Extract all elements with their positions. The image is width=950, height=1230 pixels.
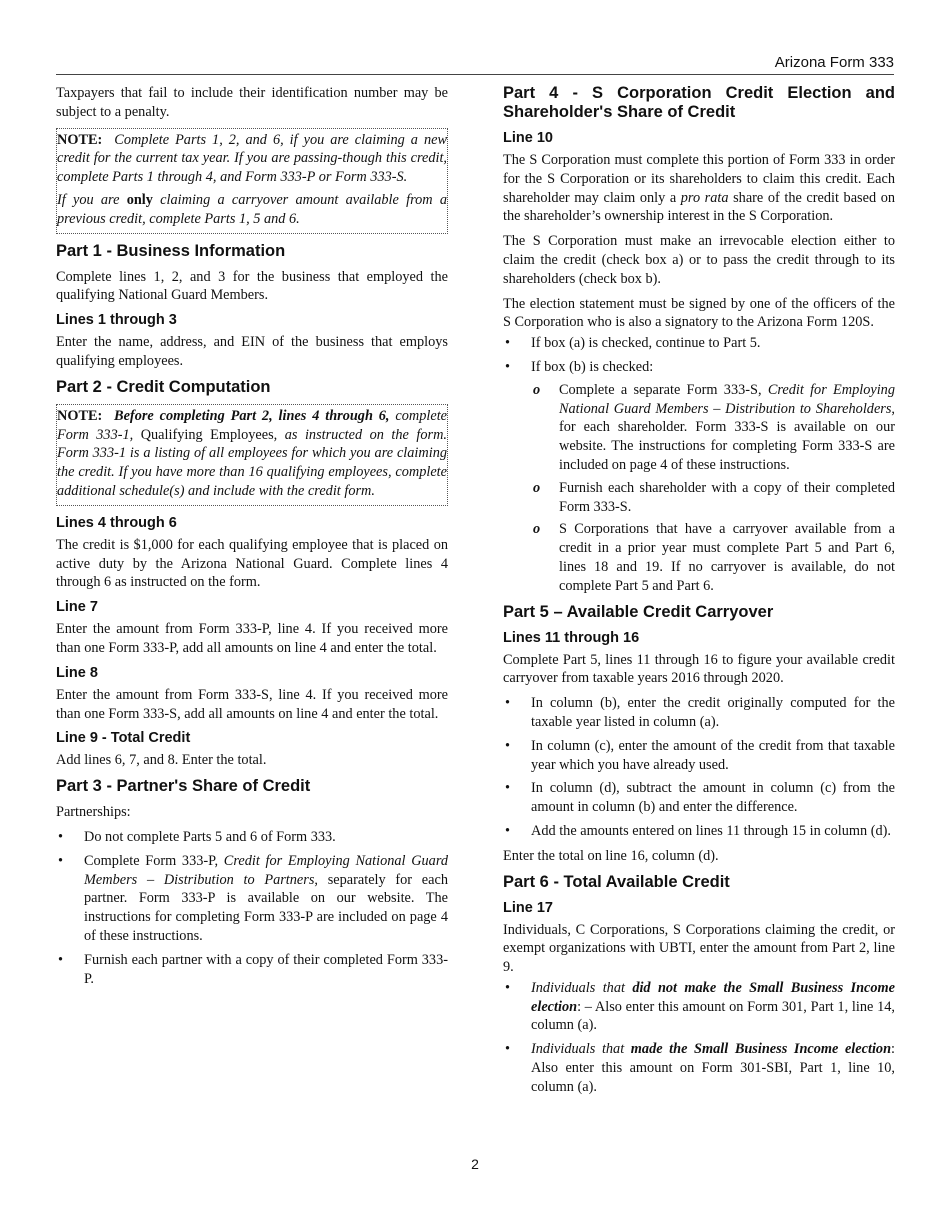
- part6-bullet2-post: : Also enter this amount on Form 301-SBI, Part 1, line 10, column (a).: [531, 1041, 896, 1095]
- part4-bullet1-text: If box (a) is checked, continue to Part 5.: [531, 335, 761, 352]
- list-item: [503, 1040, 895, 1096]
- lines-1-3-heading: Lines 1 through 3: [56, 312, 177, 329]
- list-item: [503, 334, 895, 353]
- intro-paragraph: Taxpayers that fail to include their identification number may be subject to a penalty.: [56, 85, 448, 120]
- part5-text: Complete Part 5, lines 11 through 16 to figure your available credit carryover from taxable years 2016 through 2020.: [503, 651, 895, 687]
- header-divider: [56, 74, 894, 75]
- bullet-icon: •: [58, 852, 64, 869]
- part6-bullet-list: [503, 979, 895, 1097]
- line-8-heading: Line 8: [56, 664, 98, 681]
- list-item: [503, 822, 895, 841]
- left-column: [56, 84, 448, 994]
- bullet-icon: •: [505, 695, 511, 712]
- part4-p1-pre: The S Corporation must complete this portion of Form 333 in order for the S Corporation or its shareholders to claim this credit. Each shareholder may claim only a: [503, 152, 895, 206]
- note-2-label: NOTE:: [57, 407, 103, 424]
- part3-bullet2-pre: Complete Form 333-P,: [84, 852, 224, 869]
- line-9-text: Add lines 6, 7, and 8. Enter the total.: [56, 752, 267, 769]
- part5-bullet4-text: Add the amounts entered on lines 11 through 15 in column (d).: [531, 822, 892, 839]
- note-2-bold: Before completing Part 2, lines 4 through 6,: [114, 407, 390, 424]
- part6-bullet2-it: Individuals that: [531, 1041, 631, 1058]
- part4-sub1-post: , for each shareholder. Form 333-S is available on our website. The instructions for completing Form 333-S are included on page 4 of these instructions.: [559, 400, 895, 473]
- part4-sub1-it: Credit for Employing National Guard Members – Distribution to Shareholders: [559, 381, 895, 417]
- list-item: [503, 358, 895, 596]
- bullet-icon: •: [58, 951, 64, 968]
- list-item: [531, 479, 895, 517]
- sub-bullet-icon: o: [533, 479, 541, 496]
- part3-bullet2-post: , separately for each partner. Form 333-P is available on our website. The instructions for completing Form 333-P are included on page 4 of these instructions.: [84, 871, 448, 944]
- part6-bullet1-it: Individuals that: [531, 979, 633, 996]
- note-1-line2-bold: only: [126, 191, 153, 208]
- part3-intro: Partnerships:: [56, 804, 131, 821]
- bullet-icon: •: [505, 780, 511, 797]
- part6-heading: Part 6 - Total Available Credit: [503, 872, 730, 891]
- part5-closing: Enter the total on line 16, column (d).: [503, 847, 719, 864]
- note-box-1: [56, 128, 448, 234]
- sub-bullet-icon: o: [533, 381, 541, 398]
- part5-bullet-list: [503, 694, 895, 841]
- bullet-icon: •: [505, 335, 511, 352]
- note-2-it1: complete Form 333-1,: [57, 407, 448, 443]
- part5-bullet3-text: In column (d), subtract the amount in column (c) from the amount in column (b) and enter the difference.: [531, 780, 895, 816]
- part3-bullet1-text: Do not complete Parts 5 and 6 of Form 333.: [84, 828, 336, 845]
- part4-bullet-list: [503, 334, 895, 595]
- list-item: [531, 381, 895, 475]
- part4-paragraph-2: The S Corporation must make an irrevocable election either to claim the credit (check box a) or to pass the credit through to its shareholders (check box b).: [503, 233, 895, 287]
- part6-bullet1-bold: did not make the Small Business Income election: [531, 979, 895, 1015]
- part5-bullet2-text: In column (c), enter the amount of the credit from that taxable year which you have already used.: [531, 737, 895, 773]
- part4-bullet2-text: If box (b) is checked:: [531, 358, 654, 375]
- bullet-icon: •: [58, 828, 64, 845]
- part6-text: Individuals, C Corporations, S Corporations claiming the credit, or exempt organizations with UBTI, enter the amount from Part 2, line 9.: [503, 921, 895, 976]
- part5-bullet1-text: In column (b), enter the credit originally computed for the taxable year listed in column (a).: [531, 695, 895, 730]
- part4-heading: Part 4 - S Corporation Credit Election and Shareholder's Share of Credit: [503, 84, 895, 121]
- part3-bullet3-text: Furnish each partner with a copy of their completed Form 333-P.: [84, 951, 448, 987]
- line-7-heading: Line 7: [56, 599, 98, 616]
- list-item: [503, 779, 895, 817]
- note-2-plain: Qualifying Employees: [133, 426, 274, 443]
- part1-heading: Part 1 - Business Information: [56, 241, 286, 260]
- list-item: [531, 520, 895, 595]
- part2-heading: Part 2 - Credit Computation: [56, 377, 271, 396]
- note-1-text: Complete Parts 1, 2, and 6, if you are claiming a new credit for the current tax year. If you are passing-though this credit, complete Parts 1 through 4, and Form 333-P or Form 333-S.: [57, 131, 447, 186]
- line-17-heading: Line 17: [503, 899, 553, 916]
- note-1-line2: [57, 191, 447, 229]
- note-1-paragraph: [57, 131, 447, 187]
- list-item: [56, 852, 448, 946]
- page-number: 2: [471, 1156, 479, 1172]
- part5-heading: Part 5 – Available Credit Carryover: [503, 602, 774, 621]
- bullet-icon: •: [505, 1041, 511, 1058]
- list-item: [503, 979, 895, 1035]
- form-title: Arizona Form 333: [774, 54, 894, 71]
- part1-text: Complete lines 1, 2, and 3 for the business that employed the qualifying National Guard Members.: [56, 268, 448, 304]
- part3-bullet2-it: Credit for Employing National Guard Members – Distribution to Partners: [84, 852, 448, 888]
- part4-paragraph-3: The election statement must be signed by one of the officers of the S Corporation who is also a signatory to the Arizona Form 120S.: [503, 295, 895, 331]
- note-2-paragraph: [57, 407, 447, 501]
- note-box-2: [56, 404, 448, 506]
- bullet-icon: •: [505, 822, 511, 839]
- note-1-line2-post: claiming a carryover amount available from a previous credit, complete Parts 1, 5 and 6.: [57, 191, 447, 227]
- list-item: [56, 951, 448, 989]
- line-9-heading: Line 9 - Total Credit: [56, 730, 191, 747]
- bullet-icon: •: [505, 979, 511, 996]
- bullet-icon: •: [505, 737, 511, 754]
- sub-bullet-icon: o: [533, 521, 541, 538]
- part3-bullet-list: [56, 828, 448, 988]
- line-7-text: Enter the amount from Form 333-P, line 4. If you received more than one Form 333-P, add all amounts on line 4 and enter the total.: [56, 621, 448, 656]
- line-10-heading: Line 10: [503, 130, 553, 146]
- list-item: [503, 737, 895, 775]
- line-8-text: Enter the amount from Form 333-S, line 4. If you received more than one Form 333-S, add all amounts on line 4 and enter the total.: [56, 686, 448, 722]
- right-column: [503, 84, 895, 1103]
- lines-11-16-heading: Lines 11 through 16: [503, 629, 640, 646]
- note-2-it2: , as instructed on the form. Form 333-1 is a listing of all employees for which you are claiming the credit. If you have more than 16 qualifying employees, complete additional schedule(s) and include with the credit form.: [57, 426, 447, 499]
- part4-p1-it: pro rata: [680, 189, 729, 206]
- part4-paragraph-1: [503, 151, 895, 226]
- part4-sub2-text: Furnish each shareholder with a copy of their completed Form 333-S.: [559, 479, 895, 515]
- note-label: NOTE:: [57, 131, 103, 148]
- part4-p1-post: share of the credit based on the shareholder’s ownership interest in the S Corporation.: [503, 189, 895, 225]
- part6-bullet1-post: : – Also enter this amount on Form 301, Part 1, line 14, column (a).: [531, 998, 895, 1034]
- list-item: [56, 828, 448, 847]
- part4-sub3-text: S Corporations that have a carryover available from a credit in a prior year must complete Part 5 and Part 6, lines 18 and 19. If no carryover is available, do not complete Part 5 and Part 6.: [559, 521, 895, 594]
- note-1-line2-pre: If you are: [57, 191, 127, 208]
- bullet-icon: •: [505, 358, 511, 375]
- part6-bullet2-bold: made the Small Business Income election: [630, 1041, 892, 1058]
- part4-sub1-pre: Complete a separate Form 333-S,: [559, 381, 768, 398]
- lines-4-6-text: The credit is $1,000 for each qualifying employee that is placed on active duty by the Arizona National Guard. Complete lines 4 through 6 as instructed on the form.: [56, 536, 448, 591]
- part3-heading: Part 3 - Partner's Share of Credit: [56, 777, 311, 796]
- list-item: [503, 694, 895, 732]
- lines-1-3-text: Enter the name, address, and EIN of the business that employs qualifying employees.: [56, 334, 448, 369]
- lines-4-6-heading: Lines 4 through 6: [56, 514, 177, 531]
- part4-sub-list: [531, 381, 895, 596]
